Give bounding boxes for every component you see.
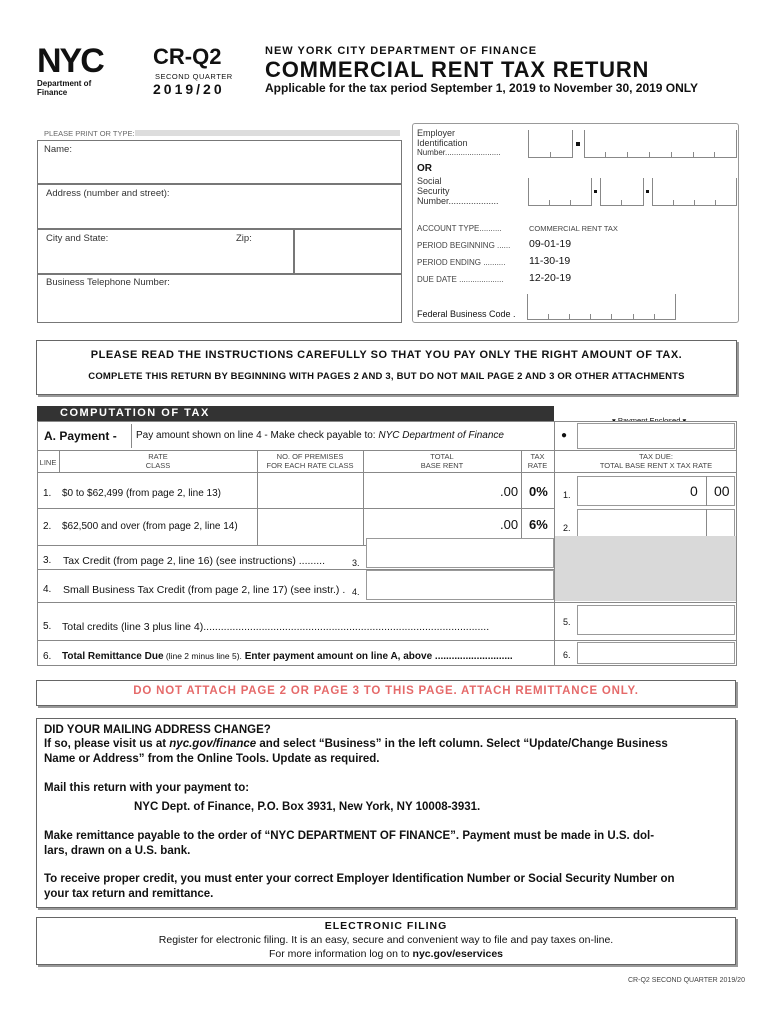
ssn-tick — [673, 200, 674, 206]
ssn-label — [417, 176, 499, 206]
finance-link[interactable]: nyc.gov/finance — [169, 738, 257, 750]
line-4-number: 4. — [43, 584, 52, 595]
fbc-tick — [590, 314, 591, 320]
ssn-tick — [528, 178, 529, 206]
cents-divider — [706, 476, 707, 506]
ein-tick — [528, 130, 529, 158]
remittance-text-2: lars, drawn on a U.S. bank. — [44, 845, 191, 857]
row-line — [37, 640, 737, 641]
ssn-tick — [694, 200, 695, 206]
ssn-tick — [591, 178, 592, 206]
ssn-label-2: Security — [417, 186, 450, 196]
line-2-tax-due-field[interactable] — [577, 509, 735, 539]
footer-code: CR-Q2 SECOND QUARTER 2019/20 — [628, 977, 745, 984]
line-5-number: 5. — [43, 621, 52, 632]
ssn-separator — [594, 190, 597, 193]
ssn-tick — [715, 200, 716, 206]
efile-line-2-text: For more information log on to — [268, 948, 413, 960]
zip-field[interactable] — [294, 229, 402, 274]
or-label: OR — [417, 163, 432, 174]
period-begin-label: PERIOD BEGINNING ...... — [417, 241, 511, 250]
tax-due-h2: TOTAL BASE RENT X TAX RATE — [599, 461, 713, 470]
tax-year: 2019/20 — [153, 81, 225, 97]
fbc-tick — [548, 314, 549, 320]
line-5-field[interactable] — [577, 605, 735, 635]
fbc-tick — [527, 294, 528, 320]
ssn-tick — [643, 178, 644, 206]
line-1-ref: 1. — [563, 490, 571, 500]
address-change-question: DID YOUR MAILING ADDRESS CHANGE? — [44, 724, 271, 736]
ein-tick — [736, 130, 737, 158]
fbc-tick — [611, 314, 612, 320]
line-2-cents: .00 — [500, 517, 519, 532]
ein-label-1: Employer — [417, 128, 456, 138]
fbc-tick — [633, 314, 634, 320]
instructions-line-1: PLEASE READ THE INSTRUCTIONS CAREFULLY SO THAT YOU PAY ONLY THE RIGHT AMOUNT OF TAX. — [90, 349, 683, 361]
ein-separator — [576, 142, 580, 146]
fbc-tick — [675, 294, 676, 320]
ssn-tick — [652, 178, 653, 206]
payment-payee: NYC Department of Finance — [378, 430, 504, 441]
mail-label: Mail this return with your payment to: — [44, 782, 250, 794]
address-change-text — [44, 738, 668, 750]
line-6-desc-rest: Enter payment amount on line A, above ............................ — [241, 651, 513, 662]
payment-enclosed-field[interactable] — [577, 423, 735, 449]
ssn-tick — [600, 178, 601, 206]
rate-class-h1: RATE — [148, 452, 168, 461]
account-type-value: COMMERCIAL RENT TAX — [529, 224, 618, 233]
zip-label: Zip: — [236, 233, 252, 244]
period-note: Applicable for the tax period September 1, 2019 to November 30, 2019 ONLY — [265, 81, 699, 95]
ein-tick — [714, 152, 715, 158]
fbc-tick — [654, 314, 655, 320]
name-label: Name: — [44, 144, 72, 155]
line-5-ref: 5. — [563, 617, 571, 627]
col-premises-header — [257, 452, 363, 470]
line-1-base-rent-field[interactable] — [364, 473, 521, 508]
nyc-logo — [37, 44, 122, 97]
ssn-label-3: Number.................... — [417, 196, 499, 206]
ein-tick — [605, 152, 606, 158]
col-base-rent-header — [363, 452, 521, 470]
row-line — [37, 602, 737, 603]
mail-address: NYC Dept. of Finance, P.O. Box 3931, New York, NY 10008-3931. — [134, 801, 481, 813]
name-field[interactable] — [37, 140, 402, 184]
line-6-desc-bold: Total Remittance Due — [62, 651, 164, 662]
ein-tick — [671, 152, 672, 158]
credit-text-1: To receive proper credit, you must enter your correct Employer Identification Number or Social Security Number on — [44, 873, 675, 885]
line-6-number: 6. — [43, 651, 52, 662]
line-6-desc-small: (line 2 minus line 5). — [163, 651, 242, 661]
eservices-link[interactable]: nyc.gov/eservices — [412, 948, 504, 960]
ein-tick — [584, 130, 585, 158]
line-4-ref: 4. — [352, 587, 360, 597]
form-title: COMMERCIAL RENT TAX RETURN — [265, 57, 650, 82]
shaded-area — [555, 536, 736, 601]
base-rent-h2: BASE RENT — [420, 461, 464, 470]
ssn-tick — [570, 200, 571, 206]
line-4-desc: Small Business Tax Credit (from page 2, line 17) (see instr.) . — [63, 584, 346, 596]
line-4-field[interactable] — [366, 570, 554, 600]
period-end-label: PERIOD ENDING .......... — [417, 258, 506, 267]
ein-label — [417, 128, 501, 158]
quarter-label: SECOND QUARTER — [155, 72, 233, 81]
address-change-text-c: Name or Address” from the Online Tools. Update as required. — [44, 753, 380, 765]
line-1-tax-due-field[interactable] — [577, 476, 735, 506]
line-3-field[interactable] — [366, 538, 554, 568]
line-1-tax-due-dollars: 0 — [690, 483, 698, 499]
credit-text-2: your tax return and remittance. — [44, 888, 214, 900]
payment-bullet: ● — [561, 430, 568, 441]
fbc-label: Federal Business Code . — [417, 309, 516, 319]
tax-due-h1: TAX DUE: — [638, 452, 674, 461]
line-2-ref: 2. — [563, 523, 571, 533]
period-begin-value: 09-01-19 — [529, 238, 572, 250]
logo-text: NYC — [37, 42, 103, 80]
line-6-field[interactable] — [577, 642, 735, 664]
line-1-premises-field[interactable] — [258, 473, 363, 508]
tax-rate-h2: RATE — [527, 461, 548, 470]
ein-tick — [627, 152, 628, 158]
ein-tick — [550, 152, 551, 158]
ein-tick — [572, 130, 573, 158]
department-name: NEW YORK CITY DEPARTMENT OF FINANCE — [265, 45, 538, 57]
rate-class-h2: CLASS — [145, 461, 171, 470]
computation-title: COMPUTATION OF TAX — [60, 407, 210, 419]
payment-divider — [131, 424, 132, 448]
period-end-value: 11-30-19 — [529, 255, 571, 267]
line-1-number: 1. — [43, 488, 52, 499]
col-line-header: LINE — [39, 458, 57, 467]
line-3-number: 3. — [43, 555, 52, 566]
payment-row-line — [37, 450, 737, 451]
due-date-value: 12-20-19 — [529, 272, 572, 284]
ein-label-2: Identification — [417, 138, 468, 148]
line-2-rate: 6% — [529, 517, 548, 532]
ssn-tick — [621, 200, 622, 206]
line-5-desc: Total credits (line 3 plus line 4).................................................................................................. — [62, 621, 490, 633]
efile-line-1: Register for electronic filing. It is an easy, secure and convenient way to file and pay taxes on-line. — [158, 934, 614, 946]
base-rent-h1: TOTAL — [430, 452, 454, 461]
ssn-label-1: Social — [417, 176, 442, 186]
account-type-label: ACCOUNT TYPE.......... — [417, 224, 502, 233]
fbc-tick — [569, 314, 570, 320]
premises-h2: FOR EACH RATE CLASS — [266, 461, 354, 470]
city-state-label: City and State: — [46, 233, 109, 244]
ssn-separator — [646, 190, 649, 193]
payment-label: A. Payment - — [44, 429, 117, 443]
address-change-text-b: and select “Business” in the left column. Select “Update/Change Business — [256, 738, 668, 750]
col-tax-due-header — [577, 452, 735, 470]
line-6-ref: 6. — [563, 650, 571, 660]
warning-text: DO NOT ATTACH PAGE 2 OR PAGE 3 TO THIS PAGE. ATTACH REMITTANCE ONLY. — [133, 685, 639, 697]
efile-title: ELECTRONIC FILING — [324, 920, 448, 932]
payment-desc-text: Pay amount shown on line 4 - Make check payable to: — [136, 430, 379, 441]
ssn-field-area[interactable] — [528, 178, 591, 206]
line-2-premises-field[interactable] — [258, 509, 363, 544]
col-tax-rate-header — [521, 452, 554, 470]
line-6-desc — [62, 651, 513, 662]
line-2-desc: $62,500 and over (from page 2, line 14) — [62, 521, 238, 532]
line-1-cents: .00 — [500, 484, 519, 499]
ein-tick — [649, 152, 650, 158]
instructions-line-2: COMPLETE THIS RETURN BY BEGINNING WITH PAGES 2 AND 3, BUT DO NOT MAIL PAGE 2 AND 3 OR OTHER ATTACHMENTS — [88, 371, 685, 382]
ein-tick — [693, 152, 694, 158]
address-label: Address (number and street): — [46, 188, 170, 199]
payment-description — [136, 430, 504, 441]
address-change-text-a: If so, please visit us at — [44, 738, 170, 750]
ssn-tick — [549, 200, 550, 206]
print-note: PLEASE PRINT OR TYPE: — [44, 129, 135, 138]
phone-label: Business Telephone Number: — [46, 277, 170, 288]
line-2-number: 2. — [43, 521, 52, 532]
logo-subtitle: Department of Finance — [37, 79, 92, 97]
form-code: CR-Q2 — [153, 44, 222, 69]
tax-rate-h1: TAX — [530, 452, 545, 461]
line-3-desc: Tax Credit (from page 2, line 16) (see instructions) ......... — [63, 555, 326, 567]
ein-label-3: Number......................... — [417, 148, 501, 157]
line-1-rate: 0% — [529, 484, 548, 499]
line-1-desc: $0 to $62,499 (from page 2, line 13) — [62, 488, 221, 499]
cents-divider — [706, 509, 707, 539]
remittance-text-1: Make remittance payable to the order of “NYC DEPARTMENT OF FINANCE”. Payment must be made in U.S. dol- — [44, 830, 655, 842]
col-rate-class-header — [59, 452, 257, 470]
print-note-bar — [135, 130, 400, 136]
ssn-tick — [736, 178, 737, 206]
premises-h1: NO. OF PREMISES — [276, 452, 344, 461]
due-date-label: DUE DATE .................... — [417, 275, 504, 284]
efile-line-2 — [36, 948, 736, 960]
line-1-tax-due-cents: 00 — [714, 483, 730, 499]
line-3-ref: 3. — [352, 558, 360, 568]
fbc-field[interactable] — [527, 294, 675, 320]
